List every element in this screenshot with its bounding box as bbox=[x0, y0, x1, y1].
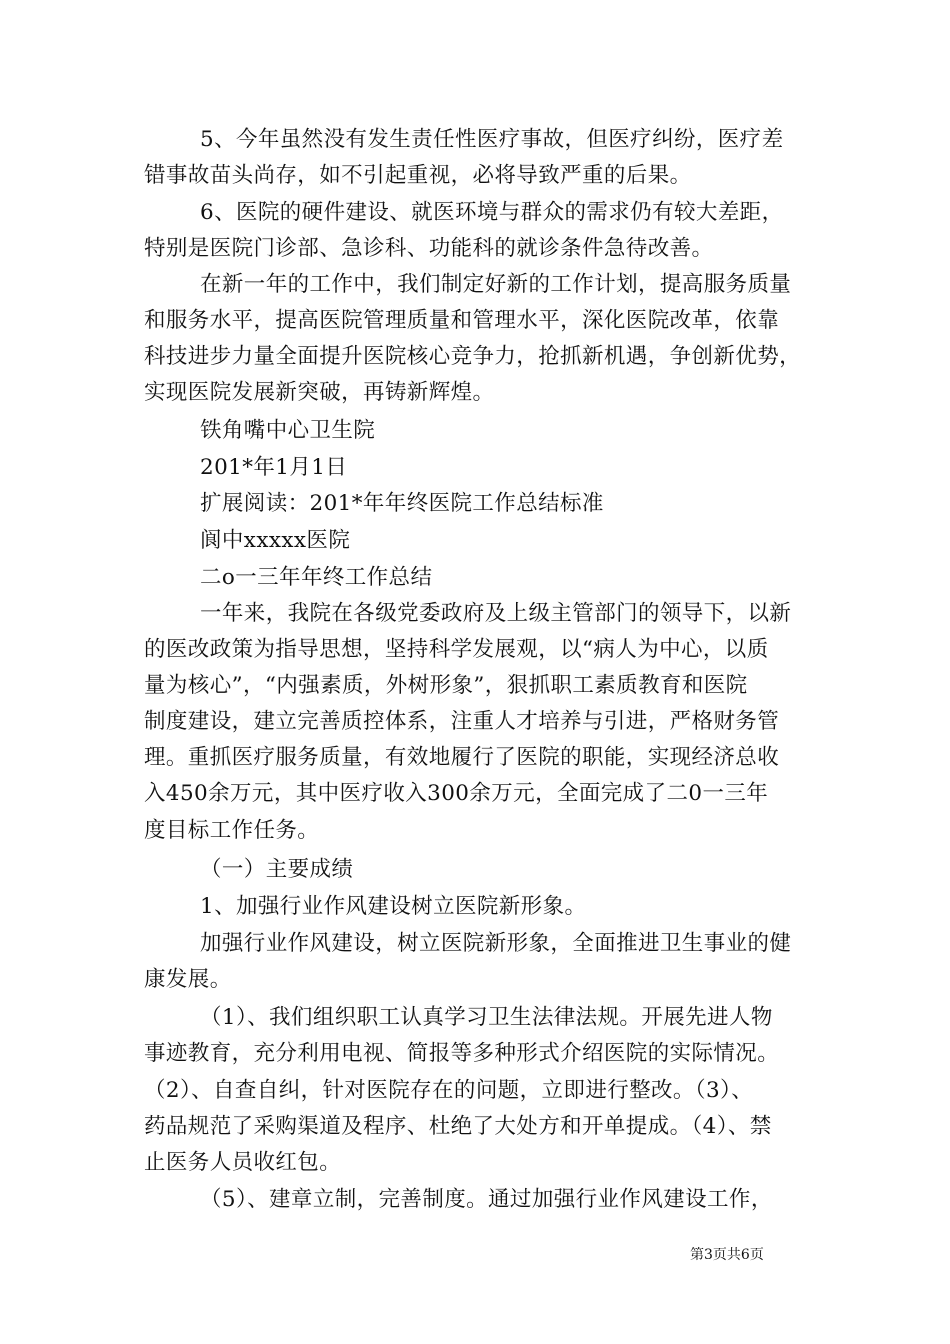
text-line: 阆中xxxxx医院 bbox=[200, 528, 351, 553]
text-line: 药品规范了采购渠道及程序、杜绝了大处方和开单提成。（4）、禁 bbox=[144, 1114, 772, 1139]
text-line: 量为核心”，“内强素质，外树形象”，狠抓职工素质教育和医院 bbox=[144, 673, 748, 698]
text-line: 一年来，我院在各级党委政府及上级主管部门的领导下，以新 bbox=[200, 601, 792, 626]
text-line: 错事故苗头尚存，如不引起重视，必将导致严重的后果。 bbox=[144, 163, 692, 188]
text-line: 在新一年的工作中，我们制定好新的工作计划，提高服务质量 bbox=[200, 272, 792, 297]
text-line: 特别是医院门诊部、急诊科、功能科的就诊条件急待改善。 bbox=[144, 236, 714, 261]
text-line: 二o一三年年终工作总结 bbox=[200, 565, 433, 590]
page-number-footer: 第3页共6页 bbox=[690, 1247, 764, 1263]
text-line: 科技进步力量全面提升医院核心竞争力，抢抓新机遇，争创新优势， bbox=[144, 344, 802, 369]
text-line: 止医务人员收红包。 bbox=[144, 1150, 342, 1175]
text-line: 度目标工作任务。 bbox=[144, 818, 320, 843]
text-line: 201*年1月1日 bbox=[200, 455, 348, 480]
text-line: 事迹教育，充分利用电视、简报等多种形式介绍医院的实际情况。 bbox=[144, 1041, 780, 1066]
text-line: 理。重抓医疗服务质量，有效地履行了医院的职能，实现经济总收 bbox=[144, 745, 780, 770]
text-line: 实现医院发展新突破，再铸新辉煌。 bbox=[144, 380, 495, 405]
text-line: 康发展。 bbox=[144, 967, 232, 992]
text-line: 加强行业作风建设，树立医院新形象，全面推进卫生事业的健 bbox=[200, 931, 792, 956]
text-line: 制度建设，建立完善质控体系，注重人才培养与引进，严格财务管 bbox=[144, 709, 780, 734]
text-line: 6、医院的硬件建设、就医环境与群众的需求仍有较大差距， bbox=[200, 200, 784, 225]
text-line: 5、今年虽然没有发生责任性医疗事故，但医疗纠纷，医疗差 bbox=[200, 127, 784, 152]
text-line: 1、加强行业作风建设树立医院新形象。 bbox=[200, 894, 587, 919]
text-line: （5）、建章立制，完善制度。通过加强行业作风建设工作， bbox=[200, 1187, 773, 1212]
text-line: 铁角嘴中心卫生院 bbox=[200, 418, 376, 443]
text-line: 扩展阅读：201*年年终医院工作总结标准 bbox=[200, 491, 604, 516]
text-line: 和服务水平，提高医院管理质量和管理水平，深化医院改革，依靠 bbox=[144, 308, 780, 333]
text-line: （1）、我们组织职工认真学习卫生法律法规。开展先进人物 bbox=[200, 1005, 773, 1030]
text-line: （2）、自查自纠，针对医院存在的问题，立即进行整改。（3）、 bbox=[144, 1078, 754, 1103]
text-line: 的医改政策为指导思想，坚持科学发展观，以“病人为中心，以质 bbox=[144, 637, 769, 662]
text-line: （一）主要成绩 bbox=[200, 857, 354, 882]
text-line: 入450余万元，其中医疗收入300余万元，全面完成了二0一三年 bbox=[144, 781, 769, 806]
